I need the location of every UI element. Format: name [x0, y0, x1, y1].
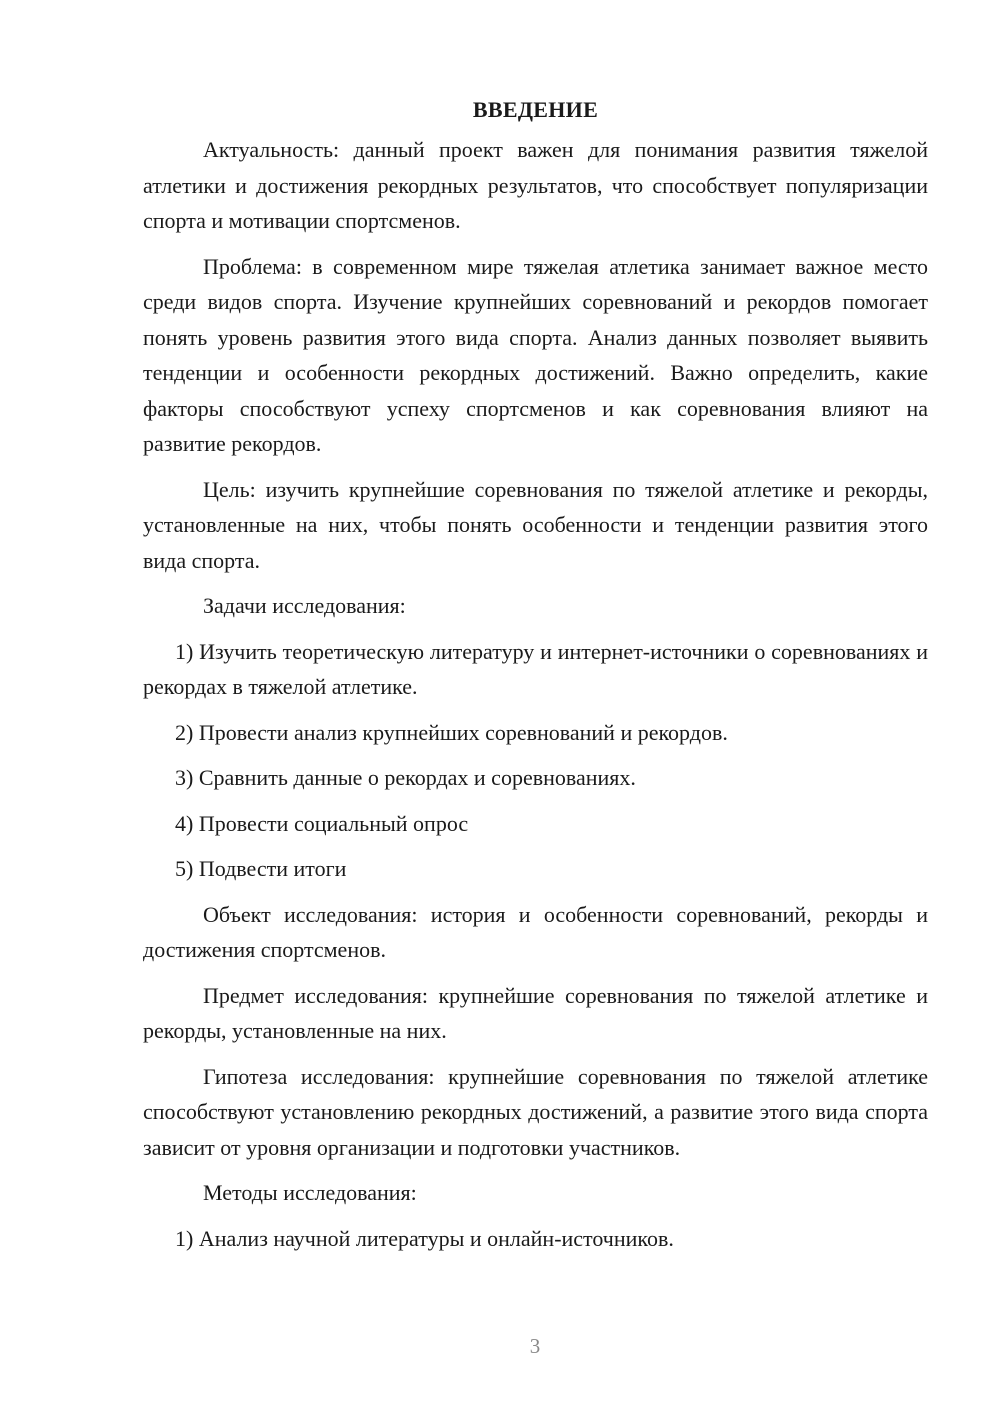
- paragraph-hypothesis: Гипотеза исследования: крупнейшие соревнования по тяжелой атлетике способствуют установлению рекордных достижений, а развитие этого вида спорта зависит от уровня организации и подготовки участников.: [143, 1063, 928, 1160]
- paragraph-subject: Предмет исследования: крупнейшие соревнования по тяжелой атлетике и рекорды, установленные на них.: [143, 982, 928, 1043]
- paragraph-goal: Цель: изучить крупнейшие соревнования по тяжелой атлетике и рекорды, установленные на них, чтобы понять особенности и тенденции развития этого вида спорта.: [143, 476, 928, 573]
- task-item-3: 3) Сравнить данные о рекордах и соревнованиях.: [175, 765, 636, 790]
- tasks-heading: Задачи исследования:: [203, 593, 406, 618]
- methods-heading: Методы исследования:: [203, 1180, 417, 1205]
- paragraph-relevance: Актуальность: данный проект важен для понимания развития тяжелой атлетики и достижения рекордных результатов, что способствует популяризации спорта и мотивации спортсменов.: [143, 137, 928, 233]
- task-item-1: 1) Изучить теоретическую литературу и интернет-источники о соревнованиях и рекордах в тяжелой атлетике.: [143, 638, 928, 699]
- page-title: ВВЕДЕНИЕ: [472, 97, 599, 122]
- task-item-2: 2) Провести анализ крупнейших соревнований и рекордов.: [175, 719, 728, 745]
- paragraph-problem: Проблема: в современном мире тяжелая атлетика занимает важное место среди видов спорта. Изучение крупнейших соревнований и рекордов помогает понять уровень развития этого вида спорта. Анализ данных позволяет выявить тенденции и особенности рекордных достижений. Важно определить, какие факторы способствуют успеху спортсменов и как соревнования влияют на развитие рекордов.: [143, 253, 928, 456]
- task-item-4: 4) Провести социальный опрос: [175, 810, 469, 836]
- page-number: 3: [529, 1334, 541, 1358]
- task-item-5: 5) Подвести итоги: [175, 856, 347, 881]
- page-content: [143, 92, 928, 1266]
- paragraph-object: Объект исследования: история и особенности соревнований, рекорды и достижения спортсменов.: [143, 901, 928, 962]
- method-item-1: 1) Анализ научной литературы и онлайн-источников.: [175, 1225, 674, 1251]
